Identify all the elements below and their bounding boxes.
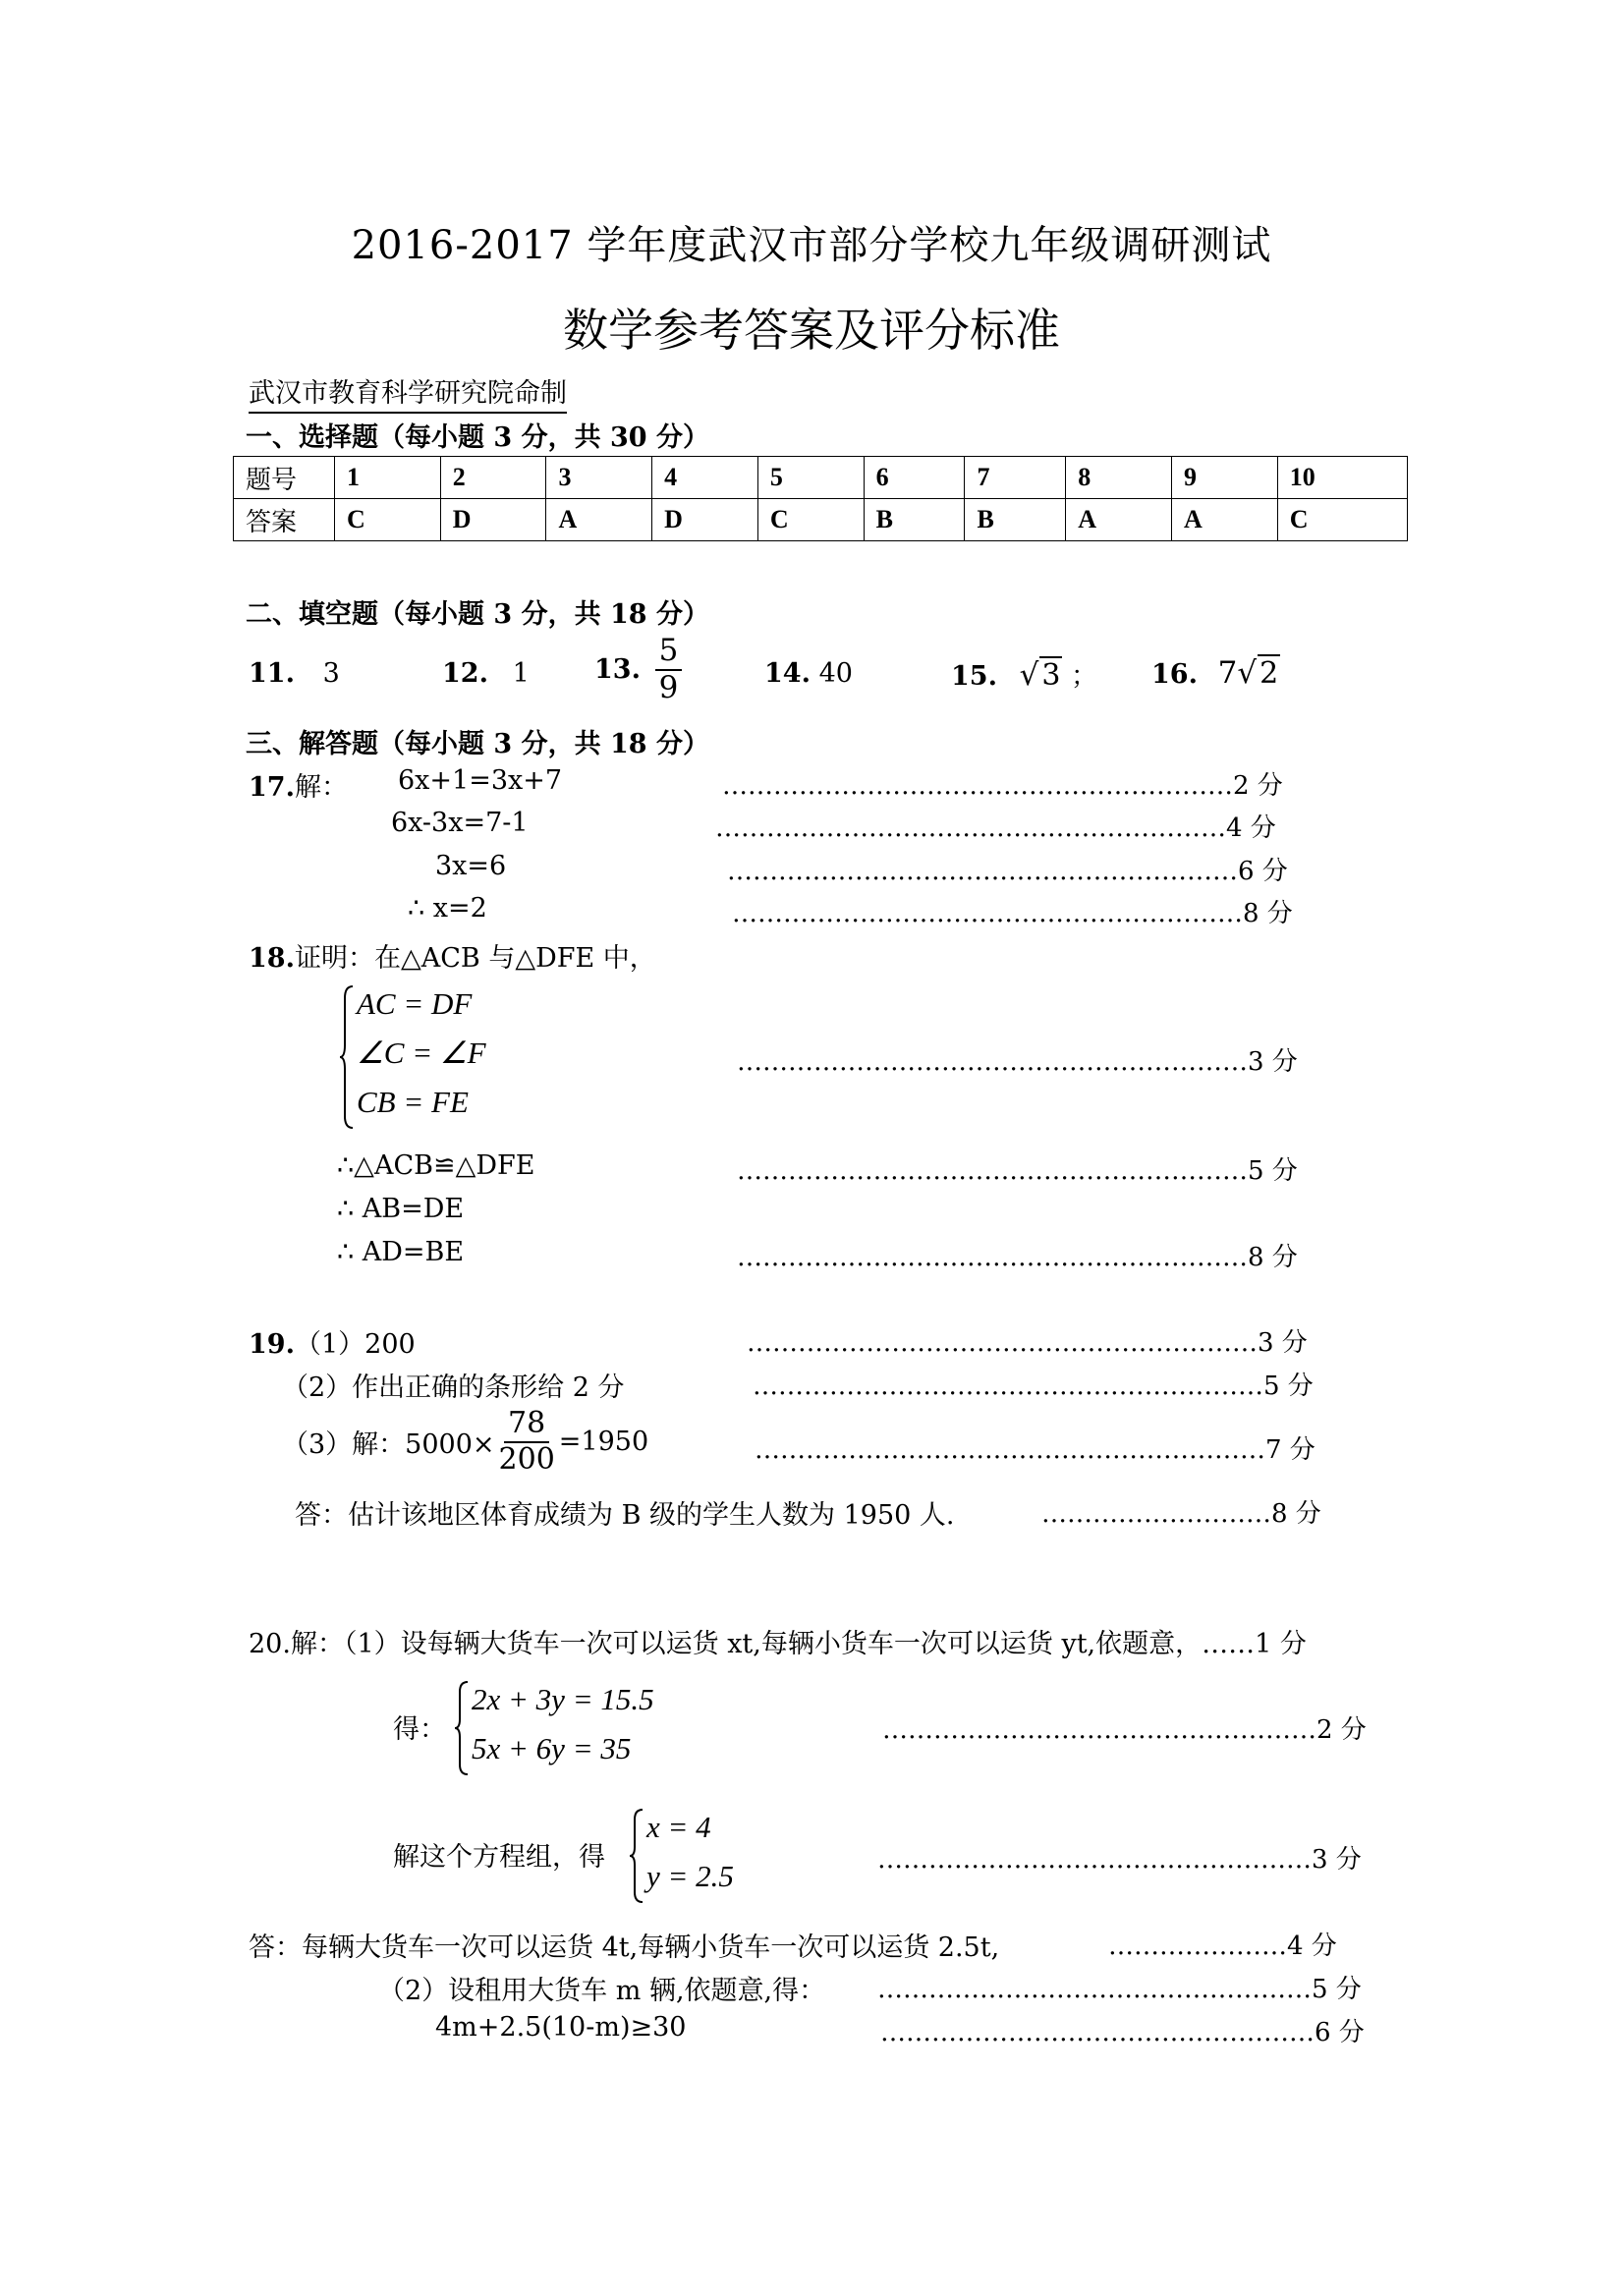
q13-number: 13. [594, 654, 641, 686]
q19-number: 19. [249, 1329, 295, 1360]
q20-part2-score: ……………………………………………5 分 [877, 1975, 1362, 2004]
q17-line2-score: ……………………………………………………4 分 [715, 813, 1276, 843]
q20-solve: 解这个方程组，得 [393, 1842, 605, 1873]
table-cell: 9 [1172, 457, 1278, 499]
table-cell: D [440, 499, 546, 541]
q19-line1-text: （1）200 [294, 1329, 416, 1360]
q17-line4: ∴ x=2 [408, 893, 487, 924]
q18-line2: ∴ AB=DE [337, 1194, 465, 1224]
q12 [442, 658, 530, 689]
author-line: 武汉市教育科学研究院命制 [249, 376, 567, 414]
q18-line1-score: ……………………………………………………5 分 [737, 1156, 1298, 1186]
q19-line2-score: ……………………………………………………5 分 [753, 1372, 1314, 1401]
q20-system-score: ……………………………………………2 分 [882, 1715, 1367, 1745]
table-row [234, 457, 1408, 499]
q19-numerator: 78 [504, 1407, 549, 1443]
table-cell: 10 [1277, 457, 1407, 499]
q20-answer: 答：每辆大货车一次可以运货 4t,每辆小货车一次可以运货 2.5t, [249, 1932, 1000, 1963]
brace-icon [339, 984, 355, 1130]
q20-solution-line1: x = 4 [646, 1810, 711, 1844]
q11 [249, 658, 340, 689]
q16-number: 16. [1151, 659, 1198, 690]
document-title: 2016-2017 学年度武汉市部分学校九年级调研测试 [351, 223, 1272, 268]
q17-line2: 6x-3x=7-1 [391, 808, 529, 838]
document-subtitle: 数学参考答案及评分标准 [563, 304, 1060, 357]
q18-number: 18. [249, 943, 295, 974]
q13-fraction [655, 634, 683, 705]
q19-line2: （2）作出正确的条形给 2 分 [282, 1372, 625, 1403]
section3-heading: 三、解答题（每小题 3 分，共 18 分） [246, 729, 709, 759]
table-cell: D [652, 499, 758, 541]
q14-answer: 40 [818, 658, 853, 689]
table-cell: C [335, 499, 441, 541]
table-cell: 1 [335, 457, 441, 499]
table-row [234, 499, 1408, 541]
q18-system-line2: ∠C = ∠F [357, 1036, 486, 1070]
q20-part2: （2）设租用大货车 m 辆,依题意,得： [378, 1976, 826, 2006]
q19-line3 [282, 1407, 648, 1477]
table-cell: 2 [440, 457, 546, 499]
section2-heading: 二、填空题（每小题 3 分，共 18 分） [246, 599, 709, 630]
q19-line3-post: =1950 [558, 1427, 649, 1457]
q19-denominator: 200 [498, 1441, 555, 1477]
q14 [764, 658, 853, 689]
q18-line3: ∴ AD=BE [337, 1237, 465, 1267]
table-cell: B [965, 499, 1066, 541]
q20-equation-system [454, 1680, 709, 1778]
q20-solution-line2: y = 2.5 [646, 1859, 734, 1893]
q16 [1151, 654, 1280, 691]
q20-system-line1: 2x + 3y = 15.5 [472, 1682, 654, 1716]
section1-heading: 一、选择题（每小题 3 分，共 30 分） [246, 422, 709, 453]
q11-answer: 3 [322, 658, 340, 689]
q18-system-line1: AC = DF [357, 986, 473, 1021]
q19-line1 [249, 1322, 416, 1361]
q13-denominator: 9 [658, 669, 679, 705]
table-cell: A [1066, 499, 1172, 541]
brace-icon [454, 1680, 470, 1776]
q20-answer-score: …………………4 分 [1108, 1932, 1337, 1961]
q20-inequality-score: ……………………………………………6 分 [880, 2018, 1365, 2047]
table-cell: A [546, 499, 652, 541]
sqrt-icon: √ [1237, 655, 1258, 691]
q19-line4: 答：估计该地区体育成绩为 B 级的学生人数为 1950 人. [295, 1500, 955, 1531]
answer-table [233, 456, 1408, 541]
table-cell: 6 [864, 457, 965, 499]
q20-de: 得： [393, 1714, 446, 1745]
q17-line1-score: ……………………………………………………2 分 [722, 771, 1283, 801]
q17-line3: 3x=6 [435, 851, 507, 881]
table-cell: 7 [965, 457, 1066, 499]
q15-tail: ； [1071, 661, 1098, 692]
sqrt-icon: √ [1019, 657, 1039, 693]
q17-line4-score: ……………………………………………………8 分 [732, 899, 1293, 928]
q14-number: 14. [764, 658, 811, 689]
q18-header [249, 936, 656, 975]
q18-line3-score: ……………………………………………………8 分 [737, 1243, 1298, 1272]
table-cell: 5 [757, 457, 864, 499]
q15-number: 15. [951, 661, 997, 692]
q16-coefficient: 7 [1217, 655, 1238, 691]
q15-radicand: 3 [1041, 658, 1061, 693]
q13-numerator: 5 [655, 634, 683, 671]
q12-number: 12. [442, 658, 488, 689]
q17-line3-score: ……………………………………………………6 分 [727, 857, 1288, 886]
q18-system-score: ……………………………………………………3 分 [737, 1047, 1298, 1077]
q19-line3-pre: （3）解：5000× [282, 1429, 495, 1460]
q19-line1-score: ……………………………………………………3 分 [747, 1328, 1308, 1358]
row2-label: 答案 [234, 499, 335, 541]
q18-line1: ∴△ACB≌△DFE [337, 1150, 535, 1181]
q18-intro: 证明：在△ACB 与△DFE 中， [294, 943, 656, 974]
q20-solution-score: ……………………………………………3 分 [877, 1845, 1362, 1875]
table-cell: 8 [1066, 457, 1172, 499]
table-cell: C [1277, 499, 1407, 541]
q16-radicand: 2 [1259, 656, 1279, 691]
q17-number: 17. [249, 772, 295, 803]
q17-line1: 6x+1=3x+7 [398, 765, 563, 796]
brace-icon [629, 1808, 644, 1904]
q19-fraction [495, 1407, 559, 1477]
q20-inequality: 4m+2.5(10-m)≥30 [435, 2012, 687, 2043]
q20-solution-system [629, 1808, 776, 1906]
table-cell: 3 [546, 457, 652, 499]
table-cell: 4 [652, 457, 758, 499]
q15 [951, 654, 1097, 693]
q17-jie: 解： [294, 772, 348, 803]
q19-line3-score: ……………………………………………………7 分 [755, 1435, 1315, 1465]
table-cell: B [864, 499, 965, 541]
table-cell: A [1172, 499, 1278, 541]
q20-line1: 20.解：（1）设每辆大货车一次可以运货 xt,每辆小货车一次可以运货 yt,依题意，……1 分 [249, 1629, 1307, 1659]
q12-answer: 1 [512, 658, 530, 689]
q19-line4-score: ………………………8 分 [1041, 1499, 1321, 1529]
q18-system-line3: CB = FE [357, 1085, 469, 1119]
q20-system-line2: 5x + 6y = 35 [472, 1731, 632, 1765]
q13 [594, 634, 682, 705]
q17-header [249, 765, 348, 804]
q11-number: 11. [249, 658, 295, 689]
table-cell: C [757, 499, 864, 541]
row1-label: 题号 [234, 457, 335, 499]
q18-equation-system [339, 984, 535, 1132]
